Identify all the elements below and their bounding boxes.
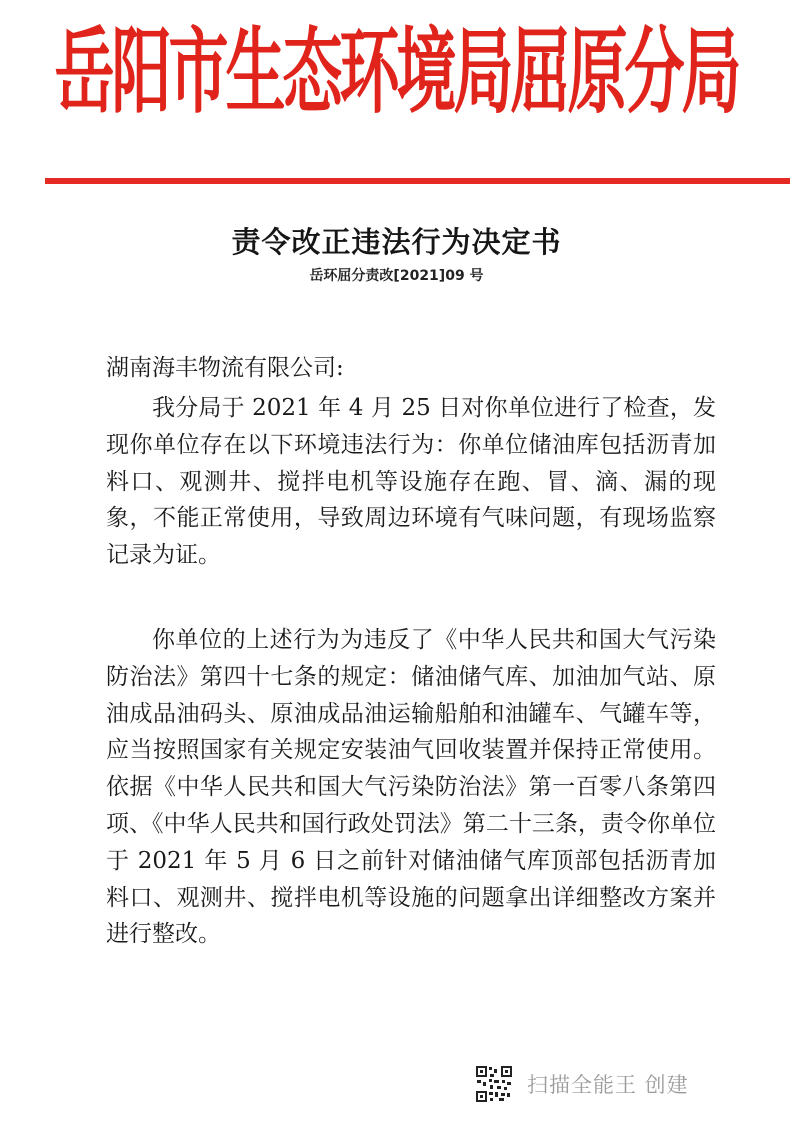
letterhead-divider [45, 178, 790, 184]
document-title: 责令改正违法行为决定书 [231, 225, 562, 259]
letterhead [0, 14, 793, 134]
qr-code-icon [475, 1065, 513, 1103]
body-paragraph: 你单位的上述行为为违反了《中华人民共和国大气污染防治法》第四十七条的规定：储油储气库、加油加气站、原油成品油码头、原油成品油运输船舶和油罐车、气罐车等，应当按照国家有关规定安装油气回收装置并保持正常使用。依据《中华人民共和国大气污染防治法》第一百零八条第四项、《中华人民共和国行政处罚法》第二十三条，责令你单位于 2021 年 5 月 6 日之前针对储油储气库顶部包括沥青加料口、观测井、搅拌电机等设施的问题拿出详细整改方案并进行整改。 [106, 627, 716, 948]
addressee: 湖南海丰物流有限公司: [106, 355, 344, 381]
letterhead-title: 岳阳市生态环境局屈原分局 [54, 18, 739, 128]
body-paragraph: 我分局于 2021 年 4 月 25 日对你单位进行了检查，发现你单位存在以下环境违法行为：你单位储油库包括沥青加料口、观测井、搅拌电机等设施存在跑、冒、滴、漏的现象，不能正常使用，导致周边环境有气味问题，有现场监察记录为证。 [106, 395, 716, 569]
scanner-label: 扫描全能王 创建 [527, 1073, 689, 1097]
document-number: 岳环屈分责改[2021]09 号 [309, 268, 484, 284]
scanner-watermark [475, 1064, 689, 1104]
